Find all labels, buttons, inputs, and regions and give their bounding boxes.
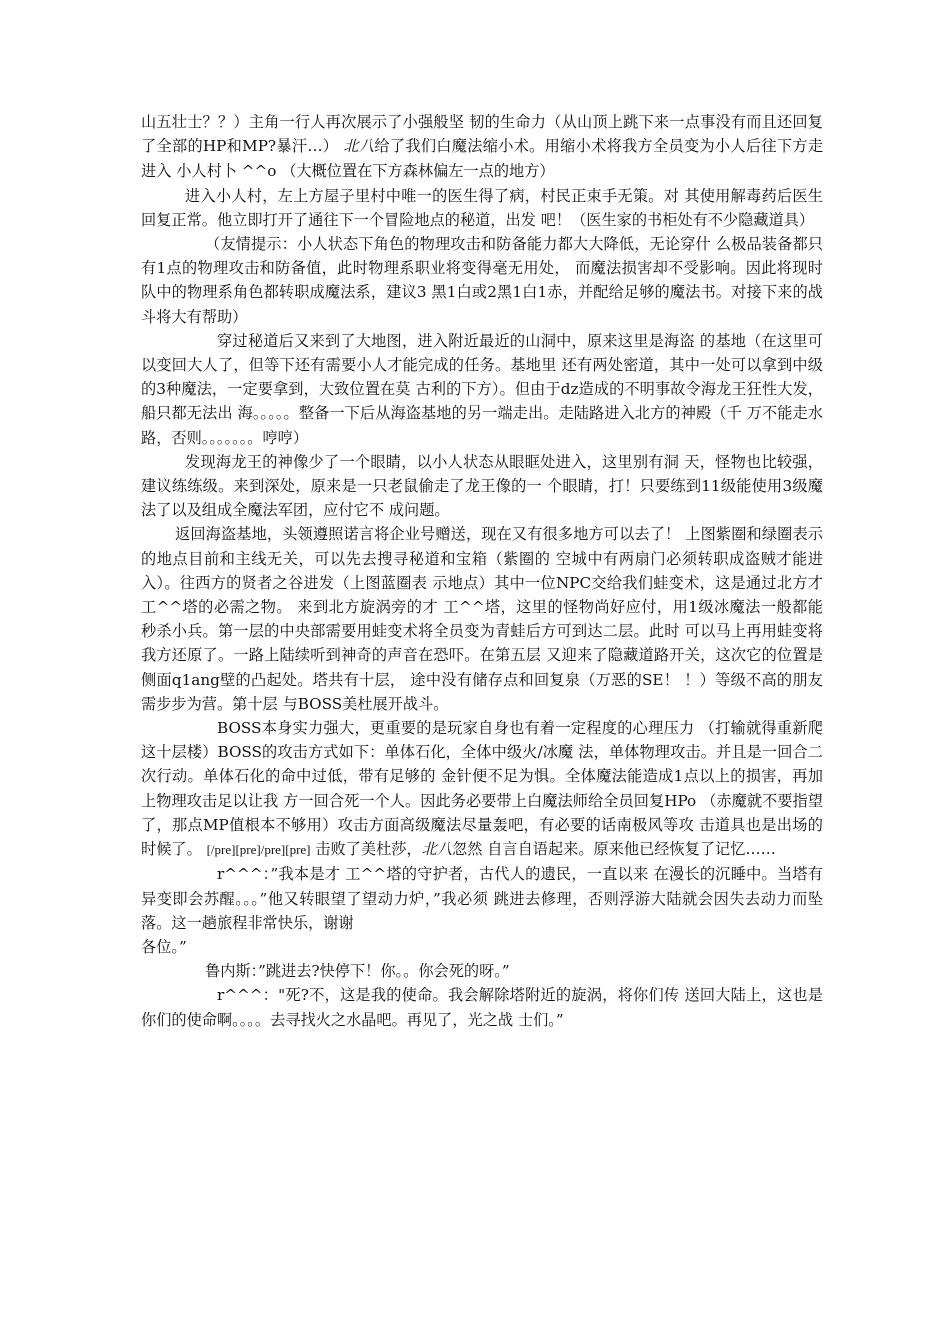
paragraph-7-text-b: 击败了美杜莎，	[310, 840, 422, 859]
paragraph-7-name: 北八	[421, 841, 453, 859]
paragraph-7	[141, 716, 823, 862]
paragraph-5: 发现海龙王的神像少了一个眼睛，以小人状态从眼眶处进入，这里别有洞 天，怪物也比较强，建议练练级。来到深处，原来是一只老鼠偷走了龙王像的一 个眼睛，打！只要练到11级能使用3级魔法了以及组成全魔法军团，应付它不 成问题。	[141, 452, 823, 520]
paragraph-10: 鲁内斯：”跳进去?快停下！你。。你会死的呀。”	[205, 962, 510, 981]
paragraph-1-text-b: 给了我们白魔法缩小术。用缩小术将我方全员变为小人后往下方走进入 小人村卜 ^^o （大概位置在下方森林偏左一点的地方）	[141, 137, 824, 181]
paragraph-7-markup: [/pre][pre]/pre][pre]	[206, 842, 311, 858]
paragraph-1	[141, 110, 823, 184]
paragraph-8: r^^^：”我本是才 工^^塔的守护者，古代人的遗民，一直以来 在漫长的沉睡中。当塔有异变即会苏醒。。。”他又转眼望了望动力炉，”我必须 跳进去修理，否则浮游大陆就会因失去动力而坠落。这一趟旅程非常快乐，谢谢	[141, 865, 823, 932]
paragraph-6: 返回海盗基地，头领遵照诺言将企业号赠送，现在又有很多地方可以去了！ 上图紫圈和绿圈表示的地点目前和主线无关，可以先去搜寻秘道和宝箱（紫圈的 空城中有两扇门必须转职成盗贼才能进入）。往西方的贤者之谷进发（上图蓝圈表 示地点）其中一位NPC交给我们蛙变术，这是通过北方才 工^^塔的必需之物。 来到北方旋涡旁的才 工^^塔，这里的怪物尚好应付，用1级冰魔法一般都能 秒杀小兵。第一层的中央部需要用蛙变术将全员变为青蛙后方可到达二层。此时 可以马上再用蛙变将我方还原了。一路上陆续听到神奇的声音在恐吓。在第五层 又迎来了隐藏道路开关，这次它的位置是侧面q1ang壁的凸起处。塔共有十层， 途中没有储存点和回复泉（万恶的SE！ ！）等级不高的朋友需步步为营。第十层 与BOSS美杜展开战斗。	[141, 525, 823, 713]
paragraph-2: 进入小人村，左上方屋子里村中唯一的医生得了病，村民正束手无策。对 其使用解毒药后医生回复正常。他立即打开了通往下一个冒险地点的秘道，出发 吧！（医生家的书柜处有不少隐藏道具）	[141, 186, 823, 229]
paragraph-11: r^^^："死?不，这是我的使命。我会解除塔附近的旋涡，将你们传 送回大陆上，这也是你们的使命啊。。。。去寻找火之水晶吧。再见了，光之战 士们。”	[141, 986, 823, 1029]
paragraph-1-text-a: 山五壮士？？）主角一行人再次展示了小强般坚 韧的生命力（从山顶上跳下来一点事没有而且还回复了全部的HP和MP?暴汗…）	[141, 113, 823, 156]
paragraph-4: 穿过秘道后又来到了大地图，进入附近最近的山洞中，原来这里是海盗 的基地（在这里可以变回大人了，但等下还有需要小人才能完成的任务。基地里 还有两处密道，其中一处可以拿到中级的3种魔法，一定要拿到，大致位置在莫 古利的下方）。但由于dz造成的不明事故令海龙王狂性大发，船只都无法出 海。。。。。整备一下后从海盗基地的另一端走出。走陆路进入北方的神殿（千 万不能走水路，否则。。。。。。。哼哼）	[141, 331, 823, 447]
paragraph-7-text-c: 忽然 自言自语起来。原来他已经恢复了记忆……	[452, 840, 776, 859]
document-page	[141, 110, 823, 1032]
paragraph-9: 各位。”	[141, 937, 187, 956]
paragraph-7-text-a: BOSS本身实力强大，更重要的是玩家自身也有着一定程度的心理压力 （打输就得重新爬这十层楼）BOSS的攻击方式如下：单体石化，全体中级火/冰魔 法，单体物理攻击。并且是一回合二次行动。单体石化的命中过低，带有足够的 金针便不足为惧。全体魔法能造成1点以上的损害，再加上物理攻击足以让我 方一回合死一个人。因此务必要带上白魔法师给全员回复HPo （赤魔就不要指望 了，那点MP值根本不够用）攻击方面高级魔法尽量轰吧，有必要的话南极风等攻 击道具也是出场的时候了。	[141, 719, 823, 859]
paragraph-3: （友情提示：小人状态下角色的物理攻击和防备能力都大大降低，无论穿什 么极品装备都只有1点的物理攻击和防备值，此时物理系职业将变得毫无用处， 而魔法损害却不受影响。因此将现时队中的物理系角色都转职成魔法系，建议3 黑1白或2黑1白1赤，并配给足够的魔法书。对接下来的战斗将大有帮助）	[141, 235, 823, 326]
paragraph-1-name: 北八	[343, 138, 375, 156]
